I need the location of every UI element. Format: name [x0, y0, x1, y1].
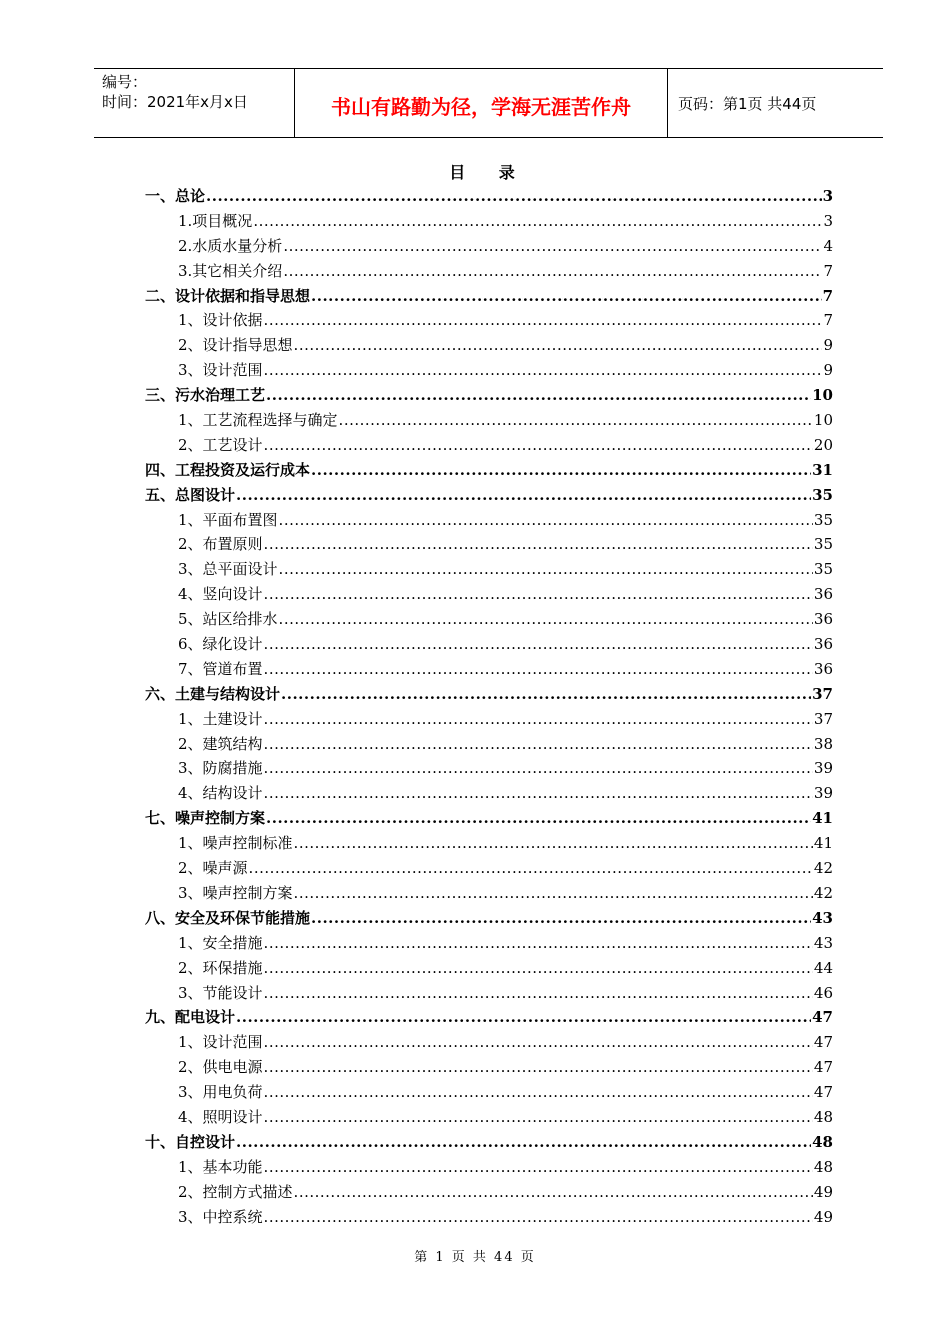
toc-section-entry[interactable] — [145, 881, 833, 906]
toc-section-entry[interactable] — [145, 632, 833, 657]
toc-dot-leader — [294, 1180, 813, 1205]
toc-dot-leader — [279, 607, 813, 632]
toc-entry-page: 48 — [813, 1157, 833, 1176]
toc-entry-page: 41 — [812, 809, 833, 828]
toc-section-entry[interactable] — [145, 209, 833, 234]
toc-entry-title: 4、照明设计 — [178, 1107, 263, 1126]
toc-dot-leader — [294, 333, 823, 358]
toc-entry-title: 3、设计范围 — [178, 361, 263, 380]
toc-section-entry[interactable] — [145, 1205, 833, 1230]
toc-entry-page: 20 — [813, 435, 833, 454]
toc-entry-page: 49 — [813, 1182, 833, 1201]
toc-dot-leader — [206, 184, 822, 209]
page-footer: 第 1 页 共 44 页 — [414, 1250, 536, 1265]
toc-section-entry[interactable] — [145, 1180, 833, 1205]
toc-entry-title: 七、噪声控制方案 — [145, 809, 266, 828]
toc-dot-leader — [264, 956, 813, 981]
toc-entry-title: 八、安全及环保节能措施 — [145, 908, 311, 927]
toc-dot-leader — [266, 383, 811, 408]
toc-entry-title: 2、布置原则 — [178, 535, 263, 554]
toc-entry-title: 十、自控设计 — [145, 1132, 236, 1151]
toc-entry-page: 35 — [812, 485, 833, 504]
toc-section-entry[interactable] — [145, 333, 833, 358]
toc-entry-title: 3、噪声控制方案 — [178, 883, 293, 902]
toc-entry-title: 1、安全措施 — [178, 933, 263, 952]
toc-entry-page: 41 — [813, 834, 833, 853]
toc-entry-title: 7、管道布置 — [178, 659, 263, 678]
toc-entry-page: 43 — [812, 908, 833, 927]
toc-dot-leader — [279, 557, 813, 582]
toc-dot-leader — [253, 209, 822, 234]
toc-dot-leader — [264, 358, 823, 383]
toc-entry-title: 四、工程投资及运行成本 — [145, 460, 311, 479]
toc-entry-page: 7 — [822, 286, 833, 305]
toc-dot-leader — [311, 906, 811, 931]
toc-dot-leader — [283, 259, 822, 284]
toc-dot-leader — [339, 408, 813, 433]
toc-dot-leader — [264, 1205, 813, 1230]
toc-dot-leader — [281, 682, 811, 707]
toc-entry-title: 3、中控系统 — [178, 1207, 263, 1226]
toc-entry-page: 42 — [813, 883, 833, 902]
toc-chapter-entry[interactable] — [145, 806, 833, 831]
toc-entry-page: 36 — [813, 585, 833, 604]
toc-section-entry[interactable] — [145, 831, 833, 856]
toc-entry-title: 1、工艺流程选择与确定 — [178, 411, 338, 430]
toc-entry-page: 46 — [813, 983, 833, 1002]
toc-entry-page: 48 — [813, 1107, 833, 1126]
toc-entry-title: 五、总图设计 — [145, 485, 236, 504]
toc-entry-page: 47 — [813, 1058, 833, 1077]
toc-entry-title: 三、污水治理工艺 — [145, 386, 266, 405]
toc-entry-page: 9 — [823, 336, 833, 355]
toc-dot-leader — [264, 756, 813, 781]
toc-entry-title: 一、总论 — [145, 187, 206, 205]
toc-section-entry[interactable] — [145, 1030, 833, 1055]
toc-entry-page: 35 — [813, 510, 833, 529]
toc-chapter-entry[interactable] — [145, 184, 833, 209]
toc-entry-page: 39 — [813, 759, 833, 778]
toc-entry-page: 31 — [812, 460, 833, 479]
toc-entry-title: 2、设计指导思想 — [178, 336, 293, 355]
toc-dot-leader — [264, 433, 813, 458]
toc-entry-title: 3、防腐措施 — [178, 759, 263, 778]
toc-entry-title: 2、建筑结构 — [178, 734, 263, 753]
toc-chapter-entry[interactable] — [145, 383, 833, 408]
toc-section-entry[interactable] — [145, 956, 833, 981]
toc-entry-title: 1.项目概况 — [178, 211, 253, 230]
toc-section-entry[interactable] — [145, 259, 833, 284]
header-right-cell — [668, 69, 883, 137]
toc-dot-leader — [294, 881, 813, 906]
toc-dot-leader — [311, 458, 811, 483]
toc-chapter-entry[interactable] — [145, 1005, 833, 1030]
toc-section-entry[interactable] — [145, 408, 833, 433]
toc-entry-title: 5、站区给排水 — [178, 610, 278, 629]
toc-section-entry[interactable] — [145, 234, 833, 259]
toc-dot-leader — [266, 806, 811, 831]
toc-dot-leader — [264, 931, 813, 956]
toc-dot-leader — [249, 856, 813, 881]
toc-dot-leader — [264, 632, 813, 657]
toc-dot-leader — [264, 657, 813, 682]
toc-section-entry[interactable] — [145, 508, 833, 533]
toc-section-entry[interactable] — [145, 981, 833, 1006]
toc-entry-title: 2、噪声源 — [178, 859, 248, 878]
toc-entry-title: 六、土建与结构设计 — [145, 684, 281, 703]
motto-text: 书山有路勤为径，学海无涯苦作舟 — [331, 95, 631, 119]
serial-number-label: 编号： — [102, 73, 148, 91]
toc-entry-page: 47 — [812, 1008, 833, 1027]
toc-entry-title: 3、总平面设计 — [178, 560, 278, 579]
toc-entry-page: 3 — [822, 187, 833, 205]
toc-section-entry[interactable] — [145, 1105, 833, 1130]
toc-section-entry[interactable] — [145, 1080, 833, 1105]
toc-entry-page: 7 — [823, 261, 833, 280]
toc-entry-title: 2.水质水量分析 — [178, 236, 283, 255]
toc-chapter-entry[interactable] — [145, 284, 833, 309]
toc-dot-leader — [264, 981, 813, 1006]
toc-entry-page: 47 — [813, 1083, 833, 1102]
header-left-cell — [94, 69, 295, 137]
toc-dot-leader — [236, 1005, 811, 1030]
toc-dot-leader — [264, 1055, 813, 1080]
table-of-contents — [145, 184, 833, 1229]
toc-entry-page: 37 — [812, 684, 833, 703]
toc-title: 目 录 — [449, 163, 529, 182]
toc-dot-leader — [264, 532, 813, 557]
toc-section-entry[interactable] — [145, 532, 833, 557]
toc-section-entry[interactable] — [145, 707, 833, 732]
toc-section-entry[interactable] — [145, 358, 833, 383]
toc-dot-leader — [264, 707, 813, 732]
toc-entry-page: 35 — [813, 560, 833, 579]
toc-chapter-entry[interactable] — [145, 1130, 833, 1155]
toc-entry-page: 35 — [813, 535, 833, 554]
toc-entry-page: 3 — [823, 211, 833, 230]
toc-entry-page: 47 — [813, 1033, 833, 1052]
toc-section-entry[interactable] — [145, 582, 833, 607]
toc-entry-page: 49 — [813, 1207, 833, 1226]
toc-dot-leader — [264, 1030, 813, 1055]
toc-dot-leader — [264, 582, 813, 607]
toc-entry-title: 1、平面布置图 — [178, 510, 278, 529]
toc-entry-page: 42 — [813, 859, 833, 878]
toc-entry-title: 2、工艺设计 — [178, 435, 263, 454]
toc-section-entry[interactable] — [145, 557, 833, 582]
toc-entry-page: 36 — [813, 610, 833, 629]
toc-chapter-entry[interactable] — [145, 458, 833, 483]
toc-chapter-entry[interactable] — [145, 483, 833, 508]
toc-entry-title: 2、控制方式描述 — [178, 1182, 293, 1201]
toc-section-entry[interactable] — [145, 756, 833, 781]
page-header — [94, 68, 883, 138]
toc-entry-page: 44 — [813, 958, 833, 977]
toc-entry-page: 4 — [823, 236, 833, 255]
toc-section-entry[interactable] — [145, 433, 833, 458]
toc-entry-title: 1、噪声控制标准 — [178, 834, 293, 853]
toc-entry-title: 4、竖向设计 — [178, 585, 263, 604]
toc-entry-page: 7 — [823, 311, 833, 330]
toc-entry-page: 48 — [812, 1132, 833, 1151]
toc-dot-leader — [264, 1155, 813, 1180]
toc-entry-title: 1、土建设计 — [178, 709, 263, 728]
toc-entry-title: 2、环保措施 — [178, 958, 263, 977]
toc-entry-title: 4、结构设计 — [178, 784, 263, 803]
toc-dot-leader — [311, 284, 822, 309]
toc-dot-leader — [264, 1080, 813, 1105]
toc-entry-title: 1、设计依据 — [178, 311, 263, 330]
toc-dot-leader — [264, 1105, 813, 1130]
toc-entry-title: 九、配电设计 — [145, 1008, 236, 1027]
toc-entry-title: 3、用电负荷 — [178, 1083, 263, 1102]
toc-entry-page: 10 — [813, 411, 833, 430]
toc-section-entry[interactable] — [145, 856, 833, 881]
toc-entry-page: 39 — [813, 784, 833, 803]
toc-entry-page: 36 — [813, 635, 833, 654]
toc-entry-title: 二、设计依据和指导思想 — [145, 286, 311, 305]
toc-entry-title: 6、绿化设计 — [178, 635, 263, 654]
toc-section-entry[interactable] — [145, 781, 833, 806]
toc-dot-leader — [264, 732, 813, 757]
toc-section-entry[interactable] — [145, 931, 833, 956]
toc-entry-page: 9 — [823, 361, 833, 380]
toc-entry-page: 10 — [812, 386, 833, 405]
toc-entry-title: 1、基本功能 — [178, 1157, 263, 1176]
toc-entry-page: 43 — [813, 933, 833, 952]
toc-entry-title: 2、供电电源 — [178, 1058, 263, 1077]
toc-dot-leader — [264, 781, 813, 806]
toc-dot-leader — [283, 234, 822, 259]
toc-chapter-entry[interactable] — [145, 682, 833, 707]
toc-section-entry[interactable] — [145, 732, 833, 757]
toc-section-entry[interactable] — [145, 1155, 833, 1180]
toc-section-entry[interactable] — [145, 1055, 833, 1080]
page-number-info: 页码：第1页 共44页 — [678, 95, 817, 113]
toc-dot-leader — [264, 308, 823, 333]
toc-entry-title: 3.其它相关介绍 — [178, 261, 283, 280]
toc-dot-leader — [236, 1130, 811, 1155]
toc-entry-page: 38 — [813, 734, 833, 753]
toc-entry-title: 1、设计范围 — [178, 1033, 263, 1052]
toc-section-entry[interactable] — [145, 657, 833, 682]
toc-dot-leader — [294, 831, 813, 856]
header-middle-cell — [295, 69, 668, 137]
toc-dot-leader — [279, 508, 813, 533]
toc-entry-page: 37 — [813, 709, 833, 728]
date-label: 时间：2021年x月x日 — [102, 93, 248, 111]
toc-entry-title: 3、节能设计 — [178, 983, 263, 1002]
toc-dot-leader — [236, 483, 811, 508]
toc-entry-page: 36 — [813, 659, 833, 678]
toc-section-entry[interactable] — [145, 308, 833, 333]
toc-section-entry[interactable] — [145, 607, 833, 632]
toc-chapter-entry[interactable] — [145, 906, 833, 931]
